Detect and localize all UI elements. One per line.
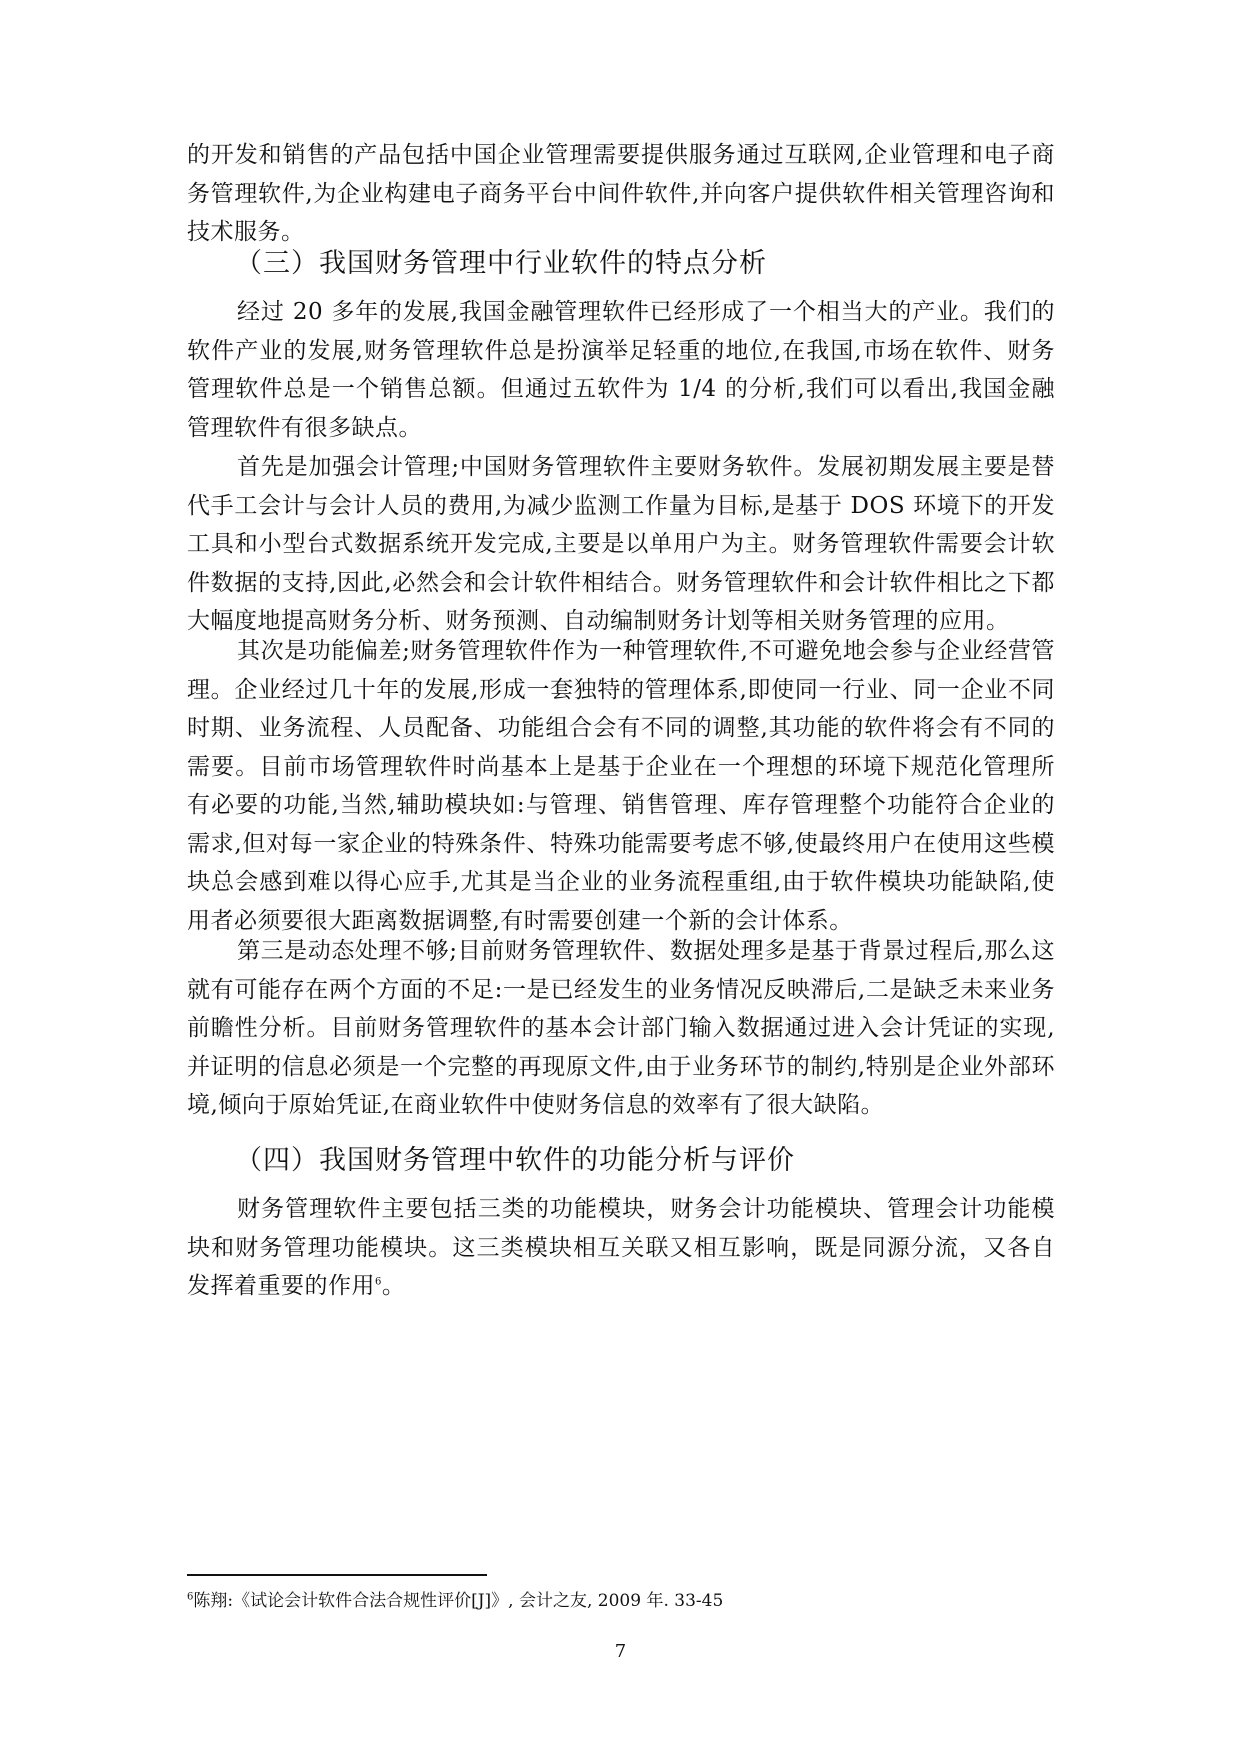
paragraph-continued: 的开发和销售的产品包括中国企业管理需要提供服务通过互联网,企业管理和电子商务管理软件,为企业构建电子商务平台中间件软件,并向客户提供软件相关管理咨询和技术服务。 (187, 142, 1055, 245)
footnote (187, 1590, 723, 1612)
section-heading-3: （三）我国财务管理中行业软件的特点分析 (235, 248, 767, 279)
footnote-text: 陈翔:《试论会计软件合法合规性评价[J]》, 会计之友, 2009 年. 33-45 (193, 1591, 724, 1611)
paragraph-function-modules-text: 财务管理软件主要包括三类的功能模块，财务会计功能模块、管理会计功能模块和财务管理功能模块。这三类模块相互关联又相互影响，既是同源分流，又各自发挥着重要的作用 (187, 1196, 1055, 1299)
page-number: 7 (614, 1641, 627, 1662)
footnote-divider (187, 1574, 487, 1576)
paragraph-first-point: 首先是加强会计管理;中国财务管理软件主要财务软件。发展初期发展主要是替代手工会计与会计人员的费用,为减少监测工作量为目标,是基于 DOS 环境下的开发工具和小型台式数据系统开发完成,主要是以单用户为主。财务管理软件需要会计软件数据的支持,因此,必然会和会计软件相结合。财务管理软件和会计软件相比之下都大幅度地提高财务分析、财务预测、自动编制财务计划等相关财务管理的应用。 (187, 454, 1055, 634)
footnote-reference[interactable]: 6 (375, 1276, 382, 1288)
paragraph-development: 经过 20 多年的发展,我国金融管理软件已经形成了一个相当大的产业。我们的软件产业的发展,财务管理软件总是扮演举足轻重的地位,在我国,市场在软件、财务管理软件总是一个销售总额。但通过五软件为 1/4 的分析,我们可以看出,我国金融管理软件有很多缺点。 (187, 299, 1055, 441)
paragraph-function-modules (187, 1190, 1055, 1306)
paragraph-second-point: 其次是功能偏差;财务管理软件作为一种管理软件,不可避免地会参与企业经营管理。企业经过几十年的发展,形成一套独特的管理体系,即使同一行业、同一企业不同时期、业务流程、人员配备、功能组合会有不同的调整,其功能的软件将会有不同的需要。目前市场管理软件时尚基本上是基于企业在一个理想的环境下规范化管理所有必要的功能,当然,辅助模块如:与管理、销售管理、库存管理整个功能符合企业的需求,但对每一家企业的特殊条件、特殊功能需要考虑不够,使最终用户在使用这些模块总会感到难以得心应手,尤其是当企业的业务流程重组,由于软件模块功能缺陷,使用者必须要很大距离数据调整,有时需要创建一个新的会计体系。 (187, 638, 1055, 934)
section-heading-4: （四）我国财务管理中软件的功能分析与评价 (235, 1145, 795, 1176)
footnote-marker: 6 (187, 1591, 194, 1603)
paragraph-third-point: 第三是动态处理不够;目前财务管理软件、数据处理多是基于背景过程后,那么这就有可能存在两个方面的不足:一是已经发生的业务情况反映滞后,二是缺乏未来业务前瞻性分析。目前财务管理软件的基本会计部门输入数据通过进入会计凭证的实现,并证明的信息必须是一个完整的再现原文件,由于业务环节的制约,特别是企业外部环境,倾向于原始凭证,在商业软件中使财务信息的效率有了很大缺陷。 (187, 938, 1055, 1118)
paragraph-function-modules-end: 。 (381, 1273, 406, 1299)
